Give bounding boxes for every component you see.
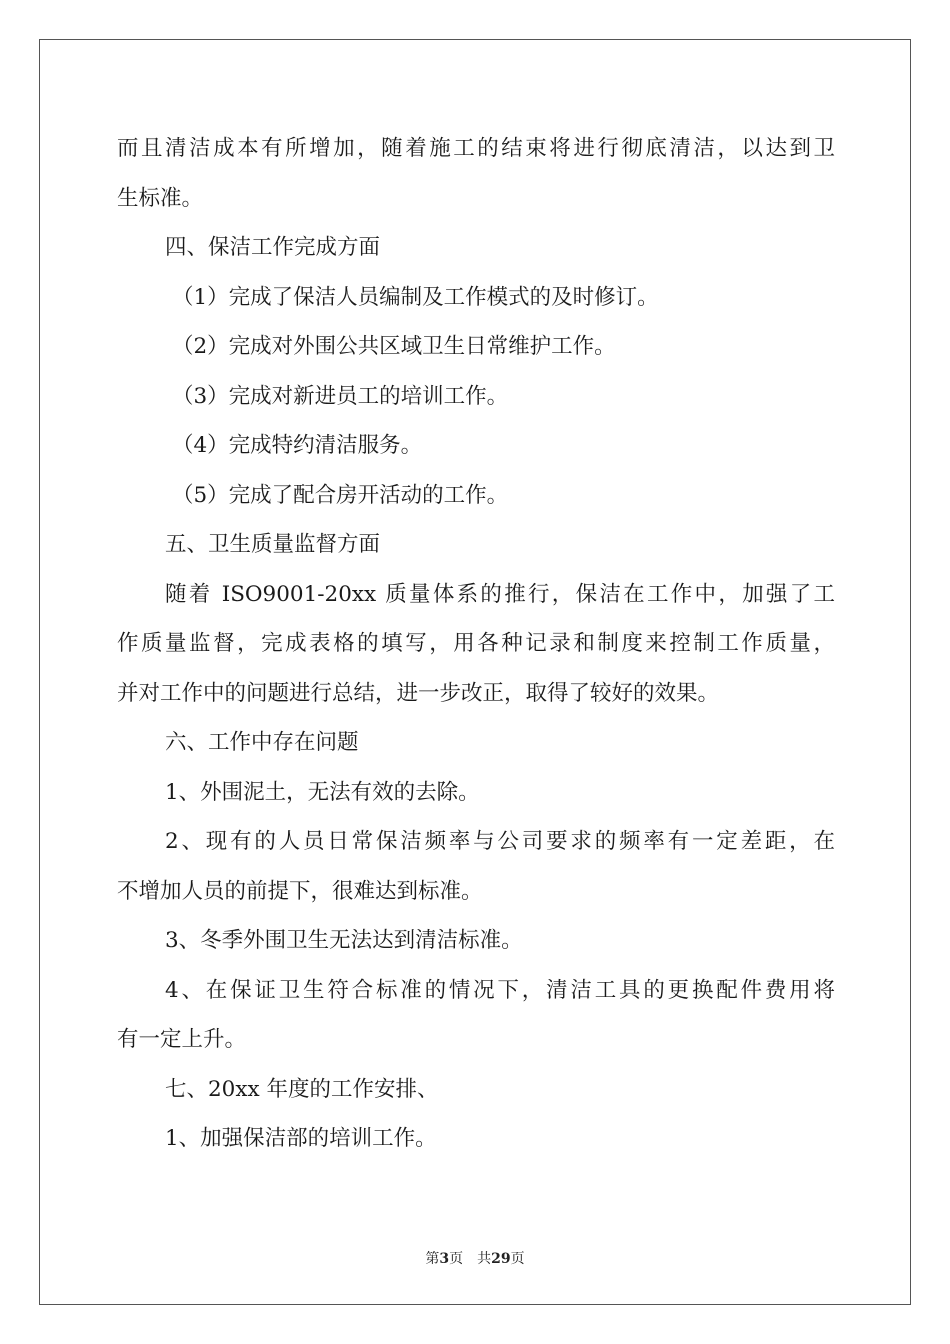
document-body <box>117 124 835 1164</box>
list-item: （1）完成了保洁人员编制及工作模式的及时修订。 <box>172 284 659 310</box>
page-number: 3 <box>439 1251 450 1267</box>
list-item: （5）完成了配合房开活动的工作。 <box>172 482 509 508</box>
total-prefix: 共 <box>477 1251 492 1267</box>
list-item: 1、外围泥土，无法有效的去除。 <box>165 779 480 805</box>
paragraph-line: 有一定上升。 <box>117 1027 247 1052</box>
page-prefix: 第 <box>425 1251 440 1267</box>
section-heading: 七、20xx 年度的工作安排、 <box>165 1076 439 1102</box>
list-item: （4）完成特约清洁服务。 <box>172 433 423 458</box>
paragraph-line: 并对工作中的问题进行总结，进一步改正，取得了较好的效果。 <box>117 680 720 706</box>
list-item: 4、在保证卫生符合标准的情况下，清洁工具的更换配件费用将 <box>165 977 835 1003</box>
paragraph-line: 随着 ISO9001-20xx 质量体系的推行，保洁在工作中，加强了工 <box>165 581 835 607</box>
section-heading: 四、保洁工作完成方面 <box>165 235 381 260</box>
list-item: 2、现有的人员日常保洁频率与公司要求的频率有一定差距，在 <box>165 829 835 854</box>
paragraph-line: 作质量监督，完成表格的填写，用各种记录和制度来控制工作质量， <box>117 631 835 656</box>
list-item: （3）完成对新进员工的培训工作。 <box>172 383 509 409</box>
paragraph-line: 不增加人员的前提下，很难达到标准。 <box>117 878 483 904</box>
list-item: 1、加强保洁部的培训工作。 <box>165 1126 437 1151</box>
list-item: 3、冬季外围卫生无法达到清洁标准。 <box>165 928 523 953</box>
section-heading: 六、工作中存在问题 <box>165 730 359 755</box>
paragraph-line: 而且清洁成本有所增加，随着施工的结束将进行彻底清洁，以达到卫 <box>117 136 835 161</box>
section-heading: 五、卫生质量监督方面 <box>165 532 381 557</box>
page-footer <box>0 1248 950 1268</box>
page-suffix: 页 <box>449 1251 464 1267</box>
total-suffix: 页 <box>510 1251 525 1267</box>
page-total: 29 <box>491 1251 511 1267</box>
paragraph-line: 生标准。 <box>117 185 204 211</box>
list-item: （2）完成对外围公共区域卫生日常维护工作。 <box>172 334 616 359</box>
